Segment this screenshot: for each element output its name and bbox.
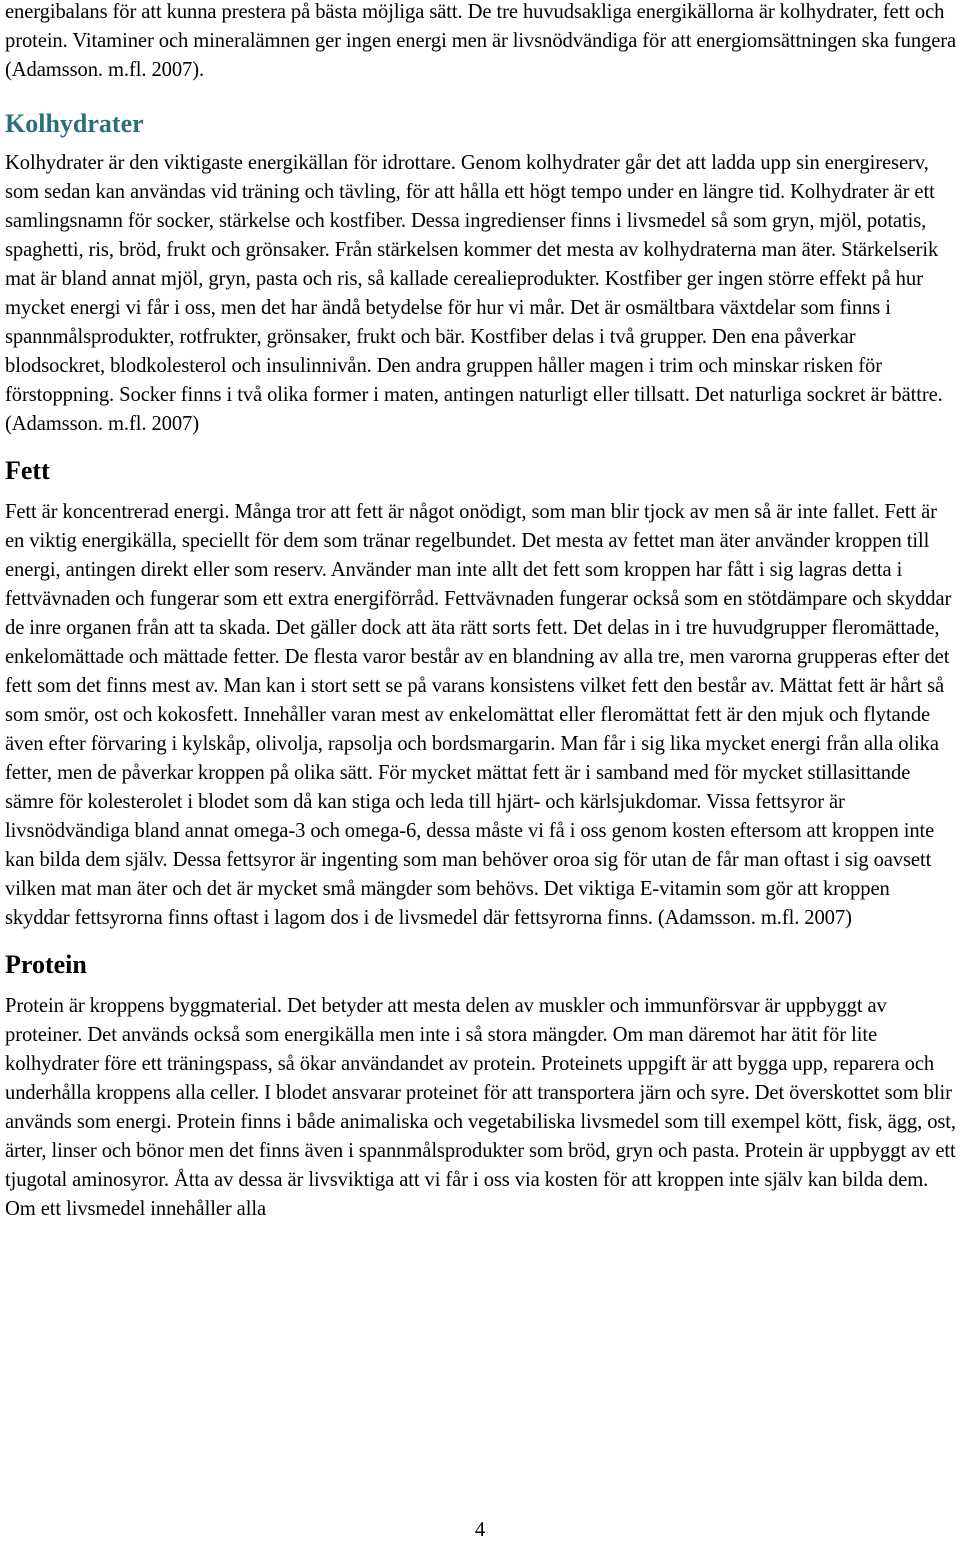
- section-heading-kolhydrater: Kolhydrater: [5, 109, 144, 138]
- page-number: 4: [474, 1519, 486, 1541]
- section-body-fett: Fett är koncentrerad energi. Många tror att fett är något onödigt, som man blir tjock av men så är inte fallet. Fett är en viktig energikälla, speciellt för dem som tränar regelbundet. Det mesta av fettet man äter använder kroppen till energi, antingen direkt eller som reserv. Använder man inte allt det fett som kroppen har fått i sig lagras detta i fettvävnaden och fungerar som ett extra energiförråd. Fettvävnaden fungerar också som en stötdämpare och skyddar de inre organen från att ta skada. Det gäller dock att äta rätt sorts fett. Det delas in i tre huvudgrupper fleromättade, enkelomättade och mättade fetter. De flesta varor består av en blandning av alla tre, men varorna grupperas efter det fett som det finns mest av. Man kan i stort sett se på varans konsistens vilket fett den består av. Mättat fett är hårt så som smör, ost och kokosfett. Innehåller varan mest av enkelomättat eller fleromättat fett är den mjuk och flytande även efter förvaring i kylskåp, olivolja, rapsolja och bordsmargarin. Man får i sig lika mycket energi från alla olika fetter, men de påverkar kroppen på olika sätt. För mycket mättat fett är i samband med för mycket stillasittande sämre för kolesterolet i blodet som då kan stiga och leda till hjärt- och kärlsjukdomar. Vissa fettsyror är livsnödvändiga bland annat omega-3 och omega-6, dessa måste vi få i oss genom kosten eftersom att kroppen inte kan bilda dem själv. Dessa fettsyror är ingenting som man behöver oroa sig för utan de får man oftast i sig oavsett vilken mat man äter och det är mycket små mängder som behövs. Det viktiga E-vitamin som gör att kroppen skyddar fettsyrorna finns oftast i lagom dos i de livsmedel där fettsyrorna finns. (Adamsson. m.fl. 2007): [5, 501, 952, 929]
- document-page: [5, 0, 957, 1224]
- intro-paragraph: energibalans för att kunna prestera på bästa möjliga sätt. De tre huvudsakliga energikällorna är kolhydrater, fett och protein. Vitaminer och mineralämnen ger ingen energi men är livsnödvändiga för att energiomsättningen ska fungera (Adamsson. m.fl. 2007).: [5, 1, 957, 81]
- section-body-protein: Protein är kroppens byggmaterial. Det betyder att mesta delen av muskler och immunförsvar är uppbyggt av proteiner. Det används också som energikälla men inte i så stora mängder. Om man däremot har ätit för lite kolhydrater före ett träningspass, så ökar användandet av protein. Proteinets uppgift är att bygga upp, reparera och underhålla kroppens alla celler. I blodet ansvarar proteinet för att transportera järn och syre. Det överskottet som blir används som energi. Protein finns i både animaliska och vegetabiliska livsmedel som till exempel kött, fisk, ägg, ost, ärter, linser och bönor men det finns även i spannmålsprodukter som bröd, gryn och pasta. Protein är uppbyggt av ett tjugotal aminosyror. Åtta av dessa är livsviktiga att vi får i oss via kosten för att kroppen inte själv kan bilda dem. Om ett livsmedel innehåller alla: [5, 995, 956, 1220]
- section-heading-protein: Protein: [5, 950, 87, 979]
- section-heading-fett: Fett: [5, 456, 50, 485]
- section-body-kolhydrater: Kolhydrater är den viktigaste energikällan för idrottare. Genom kolhydrater går det att ladda upp sin energireserv, som sedan kan användas vid träning och tävling, för att hålla ett högt tempo under en längre tid. Kolhydrater är ett samlingsnamn för socker, stärkelse och kostfiber. Dessa ingredienser finns i livsmedel så som gryn, mjöl, potatis, spaghetti, ris, bröd, frukt och grönsaker. Från stärkelsen kommer det mesta av kolhydraterna man äter. Stärkelserik mat är bland annat mjöl, gryn, pasta och ris, så kallade cerealieprodukter. Kostfiber ger ingen större effekt på hur mycket energi vi får i oss, men det har ändå betydelse för hur vi mår. Det är osmältbara växtdelar som finns i spannmålsprodukter, rotfrukter, grönsaker, frukt och bär. Kostfiber delas i två grupper. Den ena påverkar blodsockret, blodkolesterol och insulinnivån. Den andra gruppen håller magen i trim och minskar risken för förstoppning. Socker finns i två olika former i maten, antingen naturligt eller tillsatt. Det naturliga sockret är bättre. (Adamsson. m.fl. 2007): [5, 152, 943, 435]
